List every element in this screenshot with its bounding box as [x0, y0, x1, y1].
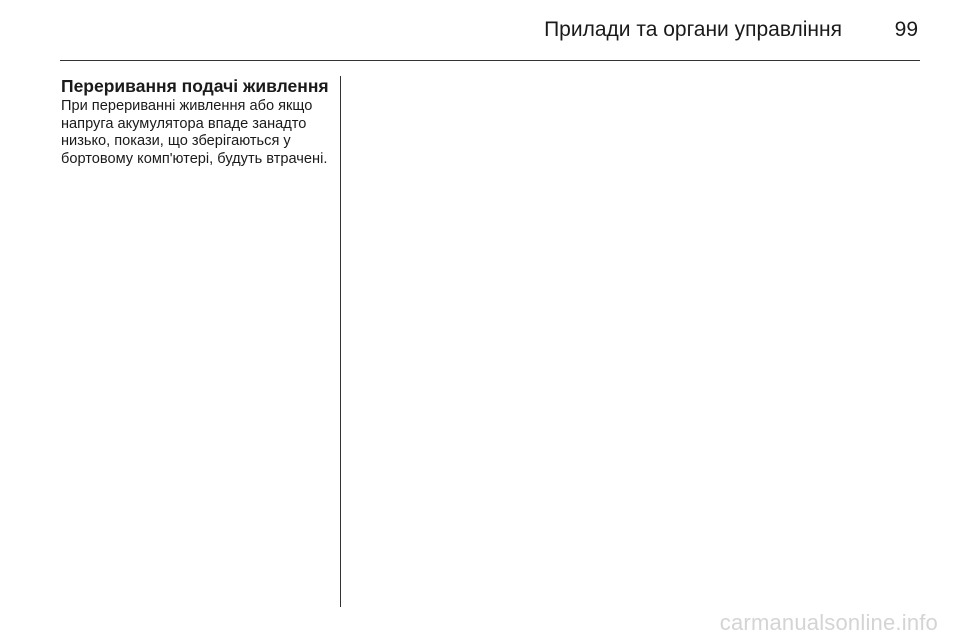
page-number: 99 — [894, 18, 918, 41]
page-header — [60, 14, 920, 44]
page-title: Прилади та органи управління — [544, 18, 842, 41]
column-divider — [340, 76, 341, 607]
section-heading: Переривання подачі живлення — [61, 76, 329, 96]
left-column — [61, 76, 329, 168]
watermark: carmanualsonline.info — [719, 610, 938, 635]
section-body: При перериванні живлення або якщо напруга акумулятора впаде занадто низько, покази, що зберігаються у бортовому комп'ютері, будуть втрачені. — [61, 98, 328, 167]
header-rule — [60, 60, 920, 61]
